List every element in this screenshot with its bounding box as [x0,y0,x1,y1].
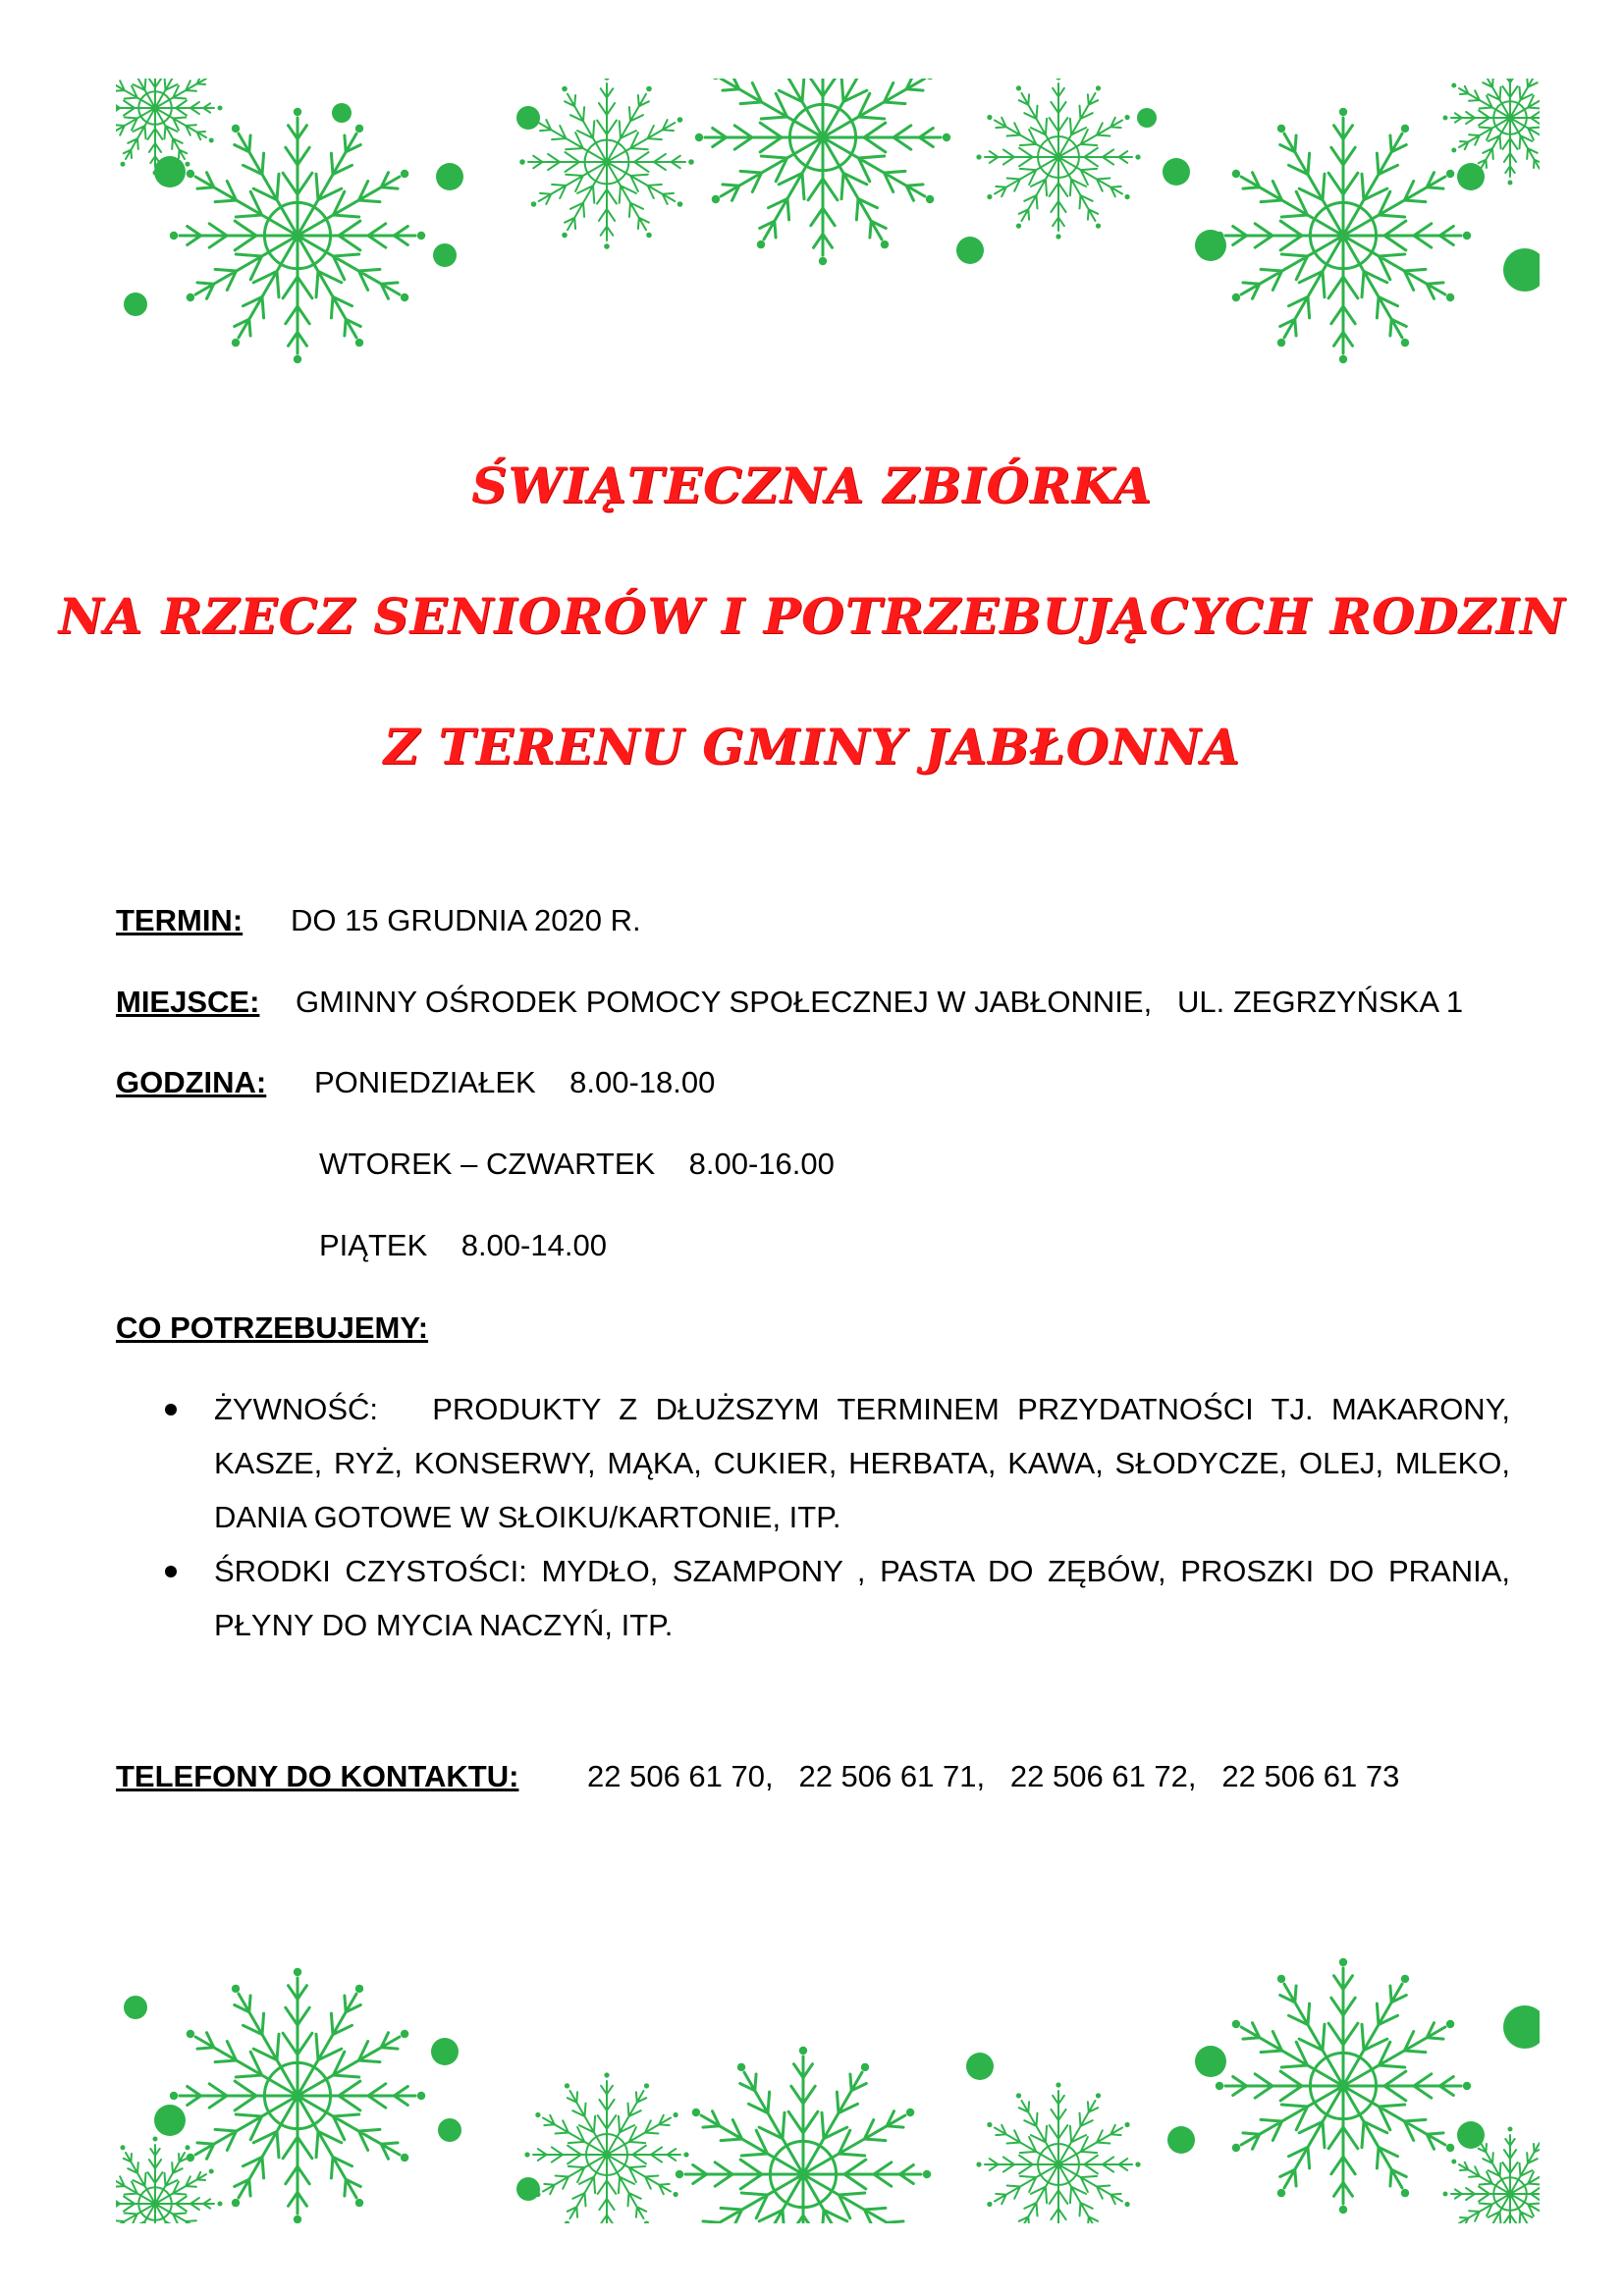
godzina-row [116,1063,716,1102]
snowflake-icon [676,2047,931,2223]
snowflake-icon [170,108,425,363]
snowflake-icon [524,2072,688,2223]
godzina-monday: PONIEDZIAŁEK 8.00-18.00 [314,1065,716,1099]
decor-dot [124,1996,147,2019]
godzina-tue-thu: WTOREK – CZWARTEK 8.00-16.00 [319,1147,835,1181]
needs-item-food: ŻYWNOŚĆ: PRODUKTY Z DŁUŻSZYM TERMINEM PRZYDATNOŚCI TJ. MAKARONY, KASZE, RYŻ, KONSERWY, MĄKA, CUKIER, HERBATA, KAWA, SŁODYCZE, OLEJ, MLEKO, DANIA GOTOWE W SŁOIKU/KARTONIE, ITP. [214,1392,1519,1534]
snowflake-pattern-bottom [116,1949,1540,2223]
snowflake-icon [1443,79,1541,186]
snowflake-icon [1216,108,1471,363]
contact-phones: 22 506 61 70, 22 506 61 71, 22 506 61 72, 22 506 61 73 [587,1759,1400,1793]
decor-dot [124,293,147,316]
snowflake-border-top [116,79,1540,373]
termin-value: DO 15 GRUDNIA 2020 R. [291,903,641,937]
decor-dot [438,2118,461,2142]
decor-dot [433,243,457,267]
contact-row [116,1757,1400,1796]
decor-dot [1457,163,1485,190]
decor-dot [956,237,984,264]
snowflake-icon [976,2082,1140,2223]
decor-dot [154,156,186,187]
snowflake-icon [170,1968,425,2223]
decor-dot [516,2177,540,2201]
snowflake-pattern-top [116,79,1540,373]
decor-dot [966,2053,994,2080]
decor-dot [431,2038,459,2065]
decor-dot [516,106,540,130]
termin-row [116,901,641,940]
title-block [0,456,1624,853]
snowflake-icon [519,79,694,249]
termin-label: TERMIN: [116,903,244,937]
snowflake-icon [1443,2127,1541,2224]
godzina-label: GODZINA: [116,1065,267,1099]
decor-dot [1195,230,1226,261]
title-line-1: ŚWIĄTECZNA ZBIÓRKA [471,456,1153,514]
decor-dot [332,103,352,123]
needs-list [116,1382,1519,1652]
snowflake-border-bottom [116,1949,1540,2223]
snowflake-icon [695,79,950,265]
title-line-2: NA RZECZ SENIORÓW I POTRZEBUJĄCYCH RODZIN [58,587,1566,645]
snowflake-icon [1216,1958,1471,2214]
godzina-friday: PIĄTEK 8.00-14.00 [319,1228,607,1262]
decor-dot [1503,248,1540,292]
miejsce-label: MIEJSCE: [116,985,260,1019]
decor-dot [1137,108,1157,128]
decor-dot [1195,2046,1226,2077]
bullet-icon [165,1566,177,1577]
list-item [116,1382,1519,1544]
bullet-icon [165,1404,177,1415]
decor-dot [1457,2121,1485,2149]
decor-dot [1163,158,1190,186]
title-line-3: Z TERENU GMINY JABŁONNA [383,718,1241,775]
contact-label: TELEFONY DO KONTAKTU: [116,1759,519,1793]
needs-item-cleaning: ŚRODKI CZYSTOŚCI: MYDŁO, SZAMPONY , PASTA DO ZĘBÓW, PROSZKI DO PRANIA, PŁYNY DO MYCIA NACZYŃ, ITP. [214,1554,1510,1642]
miejsce-row [116,983,1464,1022]
miejsce-value: GMINNY OŚRODEK POMOCY SPOŁECZNEJ W JABŁONNIE, UL. ZEGRZYŃSKA 1 [296,985,1464,1019]
decor-dot [1503,2005,1540,2049]
list-item [116,1544,1510,1652]
decor-dot [1167,2126,1195,2154]
decor-dot [436,163,463,190]
needs-heading: CO POTRZEBUJEMY: [116,1310,429,1345]
decor-dot [154,2105,186,2136]
snowflake-icon [976,79,1140,240]
needs-heading-row [116,1308,428,1348]
